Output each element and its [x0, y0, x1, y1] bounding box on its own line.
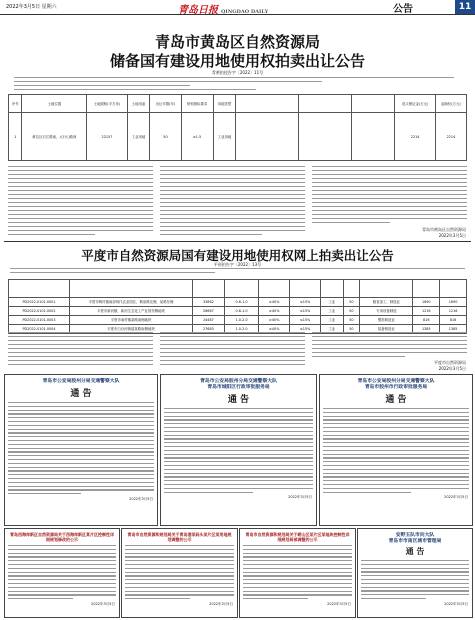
section-title: 公告	[393, 4, 413, 15]
notice2-body-col2	[160, 332, 305, 370]
notice1-body-col1	[8, 166, 153, 236]
page-number: 11	[455, 0, 475, 14]
notice-box: 青岛市自然资源和规划局关于崂山区某片区某地块控制性详细规划局部调整的公示 2022年3月5日	[239, 528, 356, 618]
notice1-title-line1: 青岛市黄岛区自然资源局	[154, 33, 320, 51]
notice1-body-col2	[160, 166, 305, 236]
notice2-signature: 平度市自然资源局 2022年3月5日	[434, 360, 466, 371]
notice2-row-4: PD2022-0101-0004 平度市白沙河街道某路南侧地块 27683 1.0-2.0 ≥40% ≤15% 工业 50 装备制造业 1385 1385	[9, 325, 467, 334]
notice-box: 青岛市公安局胶州分局交通警察大队 青岛市胶州市行政审批服务局 通 告 2022年3月5日	[319, 374, 473, 526]
notice1-title-line2: 储备国有建设用地使用权拍卖出让公告	[109, 52, 365, 70]
notice1-body-col3	[312, 166, 467, 226]
notice2-row-3: PD2022-0101-0003 平度市南村镇某路南侧地块 24487 1.0-2.0 ≥40% ≤15% 工业 50 塑料制造业 816 816	[9, 316, 467, 325]
notice-box: 青岛市公安局胶州分局交通警察大队 青岛市城阳区行政审批服务局 通 告 2022年3月5日	[160, 374, 317, 526]
notice2-title: 平度市自然资源局国有建设用地使用权网上拍卖出让公告	[81, 248, 394, 263]
notice2-intro-text	[10, 268, 465, 277]
issue-date: 2022年3月5日 星期六	[6, 4, 57, 10]
notice2-row-1: PD2022-0101-0001 平度市明村镇南部现代农业园区，鹤泉路北侧，某路东侧 33862 0.6-1.0 ≥40% ≤15% 工业 50 粮食加工、制造业 1690 1690	[9, 298, 467, 307]
notice2-body-col3	[312, 332, 467, 360]
notice1-table-row: 1 黄岛区石江路南、太行山路西 22157 工业用地 50 ≥1.5 工业用地 2214 2214	[9, 113, 467, 161]
page-header	[0, 0, 475, 15]
notice-box: 安野玉队市向大队 青岛市市南区城市管理局 通 告 2022年3月5日	[357, 528, 473, 618]
notice1-signature: 青岛市黄岛区自然资源局 2022年3月5日	[422, 227, 466, 238]
notice1-number: 青黄拍挂告字〔2022〕11号	[211, 70, 264, 75]
notice2-body-col1	[8, 332, 153, 370]
notice1-table: 序号 土地位置 土地面积(平方米) 土地用途 出让年限(年) 规划指标要求 用地类型 竞买保证金(万元) 起始价(万元) 1 黄岛区石江路南、太行山路西 22157 工业用地 50 ≥1.5 工业用地 2214 2214	[8, 94, 467, 161]
notice2-table	[8, 279, 467, 334]
notice1-intro-text	[14, 77, 454, 91]
notice2-row-2: PD2022-0101-0002 平度市新河镇，新河生态化工产业园东侧地块 26667 0.6-1.0 ≥40% ≤15% 工业 50 专用设备制造 1216 1216	[9, 307, 467, 316]
notice-box: 青岛市公安局胶州分局交通警察大队 通 告 2022年3月5日	[4, 374, 158, 526]
notice2-number: 平资拍告字〔2022〕13号	[213, 262, 262, 267]
notice-box: 青岛西海岸新区自然资源局关于西海岸新区某片区控制性详细规划修改的公示 2022年3月5日	[4, 528, 120, 618]
divider	[4, 241, 471, 242]
newspaper-logo: 青岛日报 QINGDAO DAILY	[178, 5, 269, 16]
notice-box: 青岛市自然资源和规划局关于青岛港某码头某片区某用地规划调整的公示 2022年3月5日	[121, 528, 238, 618]
